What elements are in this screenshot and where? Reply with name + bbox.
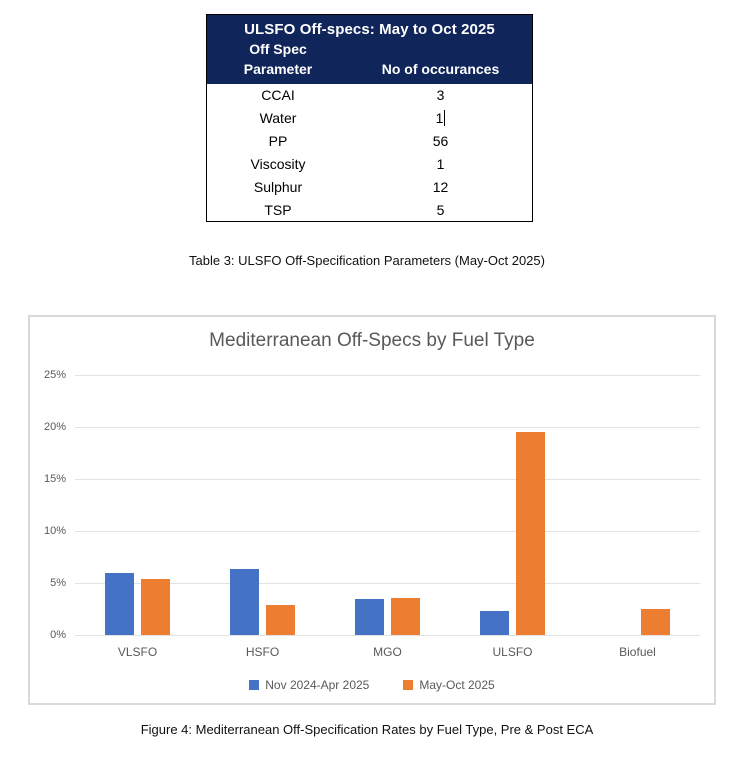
column-header-parameter-line1: Off Spec — [249, 41, 307, 57]
bar-pre-eca-vlsfo — [105, 573, 134, 635]
x-axis-category-label: MGO — [373, 645, 402, 659]
x-axis-category-label: ULSFO — [492, 645, 533, 659]
cell-parameter[interactable]: TSP — [264, 201, 292, 218]
cell-count[interactable]: 5 — [436, 201, 445, 218]
text-cursor — [444, 110, 445, 126]
table-title: ULSFO Off-specs: May to Oct 2025 — [244, 21, 495, 38]
table-header — [207, 15, 532, 84]
legend-label: May-Oct 2025 — [419, 678, 495, 692]
bar-chart[interactable] — [28, 315, 716, 705]
column-header-parameter — [207, 39, 349, 79]
legend-label: Nov 2024-Apr 2025 — [265, 678, 370, 692]
bar-post-eca-biofuel — [641, 609, 670, 635]
gridline — [75, 479, 700, 480]
cell-count-value: 1 — [435, 110, 444, 127]
table-column-headers — [207, 39, 532, 79]
y-axis-tick-label: 5% — [50, 577, 66, 589]
y-axis-tick-label: 0% — [50, 629, 66, 641]
bar-pre-eca-mgo — [355, 599, 384, 635]
cell-parameter[interactable]: Water — [259, 110, 297, 127]
x-axis-category-label: HSFO — [245, 645, 280, 659]
y-axis-tick-label: 20% — [43, 421, 66, 433]
table-row — [207, 107, 532, 130]
bar-pre-eca-ulsfo — [480, 611, 509, 635]
table-row — [207, 152, 532, 175]
table-row — [207, 175, 532, 198]
column-header-parameter-line2: Parameter — [243, 61, 313, 77]
cell-parameter[interactable]: Sulphur — [253, 178, 303, 195]
figure-caption: Figure 4: Mediterranean Off-Specification Rates by Fuel Type, Pre & Post ECA — [140, 722, 594, 737]
table-row — [207, 198, 532, 221]
gridline — [75, 531, 700, 532]
gridline — [75, 375, 700, 376]
cell-count[interactable]: 56 — [432, 133, 449, 150]
chart-legend — [30, 678, 714, 692]
cell-count[interactable]: 12 — [432, 178, 449, 195]
cell-count[interactable]: 3 — [436, 87, 445, 104]
bar-pre-eca-hsfo — [230, 569, 259, 635]
cell-count[interactable] — [349, 110, 532, 126]
table-caption: Table 3: ULSFO Off-Specification Parameters (May-Oct 2025) — [189, 253, 545, 268]
ulsfo-offspec-table — [206, 14, 533, 222]
y-axis-tick-label: 15% — [43, 473, 66, 485]
cell-parameter[interactable]: PP — [268, 133, 288, 150]
cell-count[interactable]: 1 — [436, 155, 445, 172]
bar-post-eca-ulsfo — [516, 432, 545, 635]
chart-title: Mediterranean Off-Specs by Fuel Type — [209, 330, 535, 351]
table-body — [207, 84, 532, 221]
legend-swatch-icon — [249, 680, 259, 690]
gridline — [75, 427, 700, 428]
x-axis-category-label: VLSFO — [117, 645, 158, 659]
legend-swatch-icon — [403, 680, 413, 690]
table-row — [207, 130, 532, 153]
bar-post-eca-hsfo — [266, 605, 295, 635]
x-axis-category-label: Biofuel — [619, 645, 656, 659]
column-header-occurances: No of occurances — [381, 61, 500, 77]
y-axis-tick-label: 25% — [43, 369, 66, 381]
bar-post-eca-vlsfo — [141, 579, 170, 635]
cell-parameter[interactable]: CCAI — [261, 87, 295, 104]
cell-parameter[interactable]: Viscosity — [250, 155, 306, 172]
bar-post-eca-mgo — [391, 598, 420, 635]
table-row — [207, 84, 532, 107]
legend-item — [403, 678, 494, 692]
y-axis-tick-label: 10% — [43, 525, 66, 537]
legend-item — [249, 678, 369, 692]
gridline — [75, 635, 700, 636]
